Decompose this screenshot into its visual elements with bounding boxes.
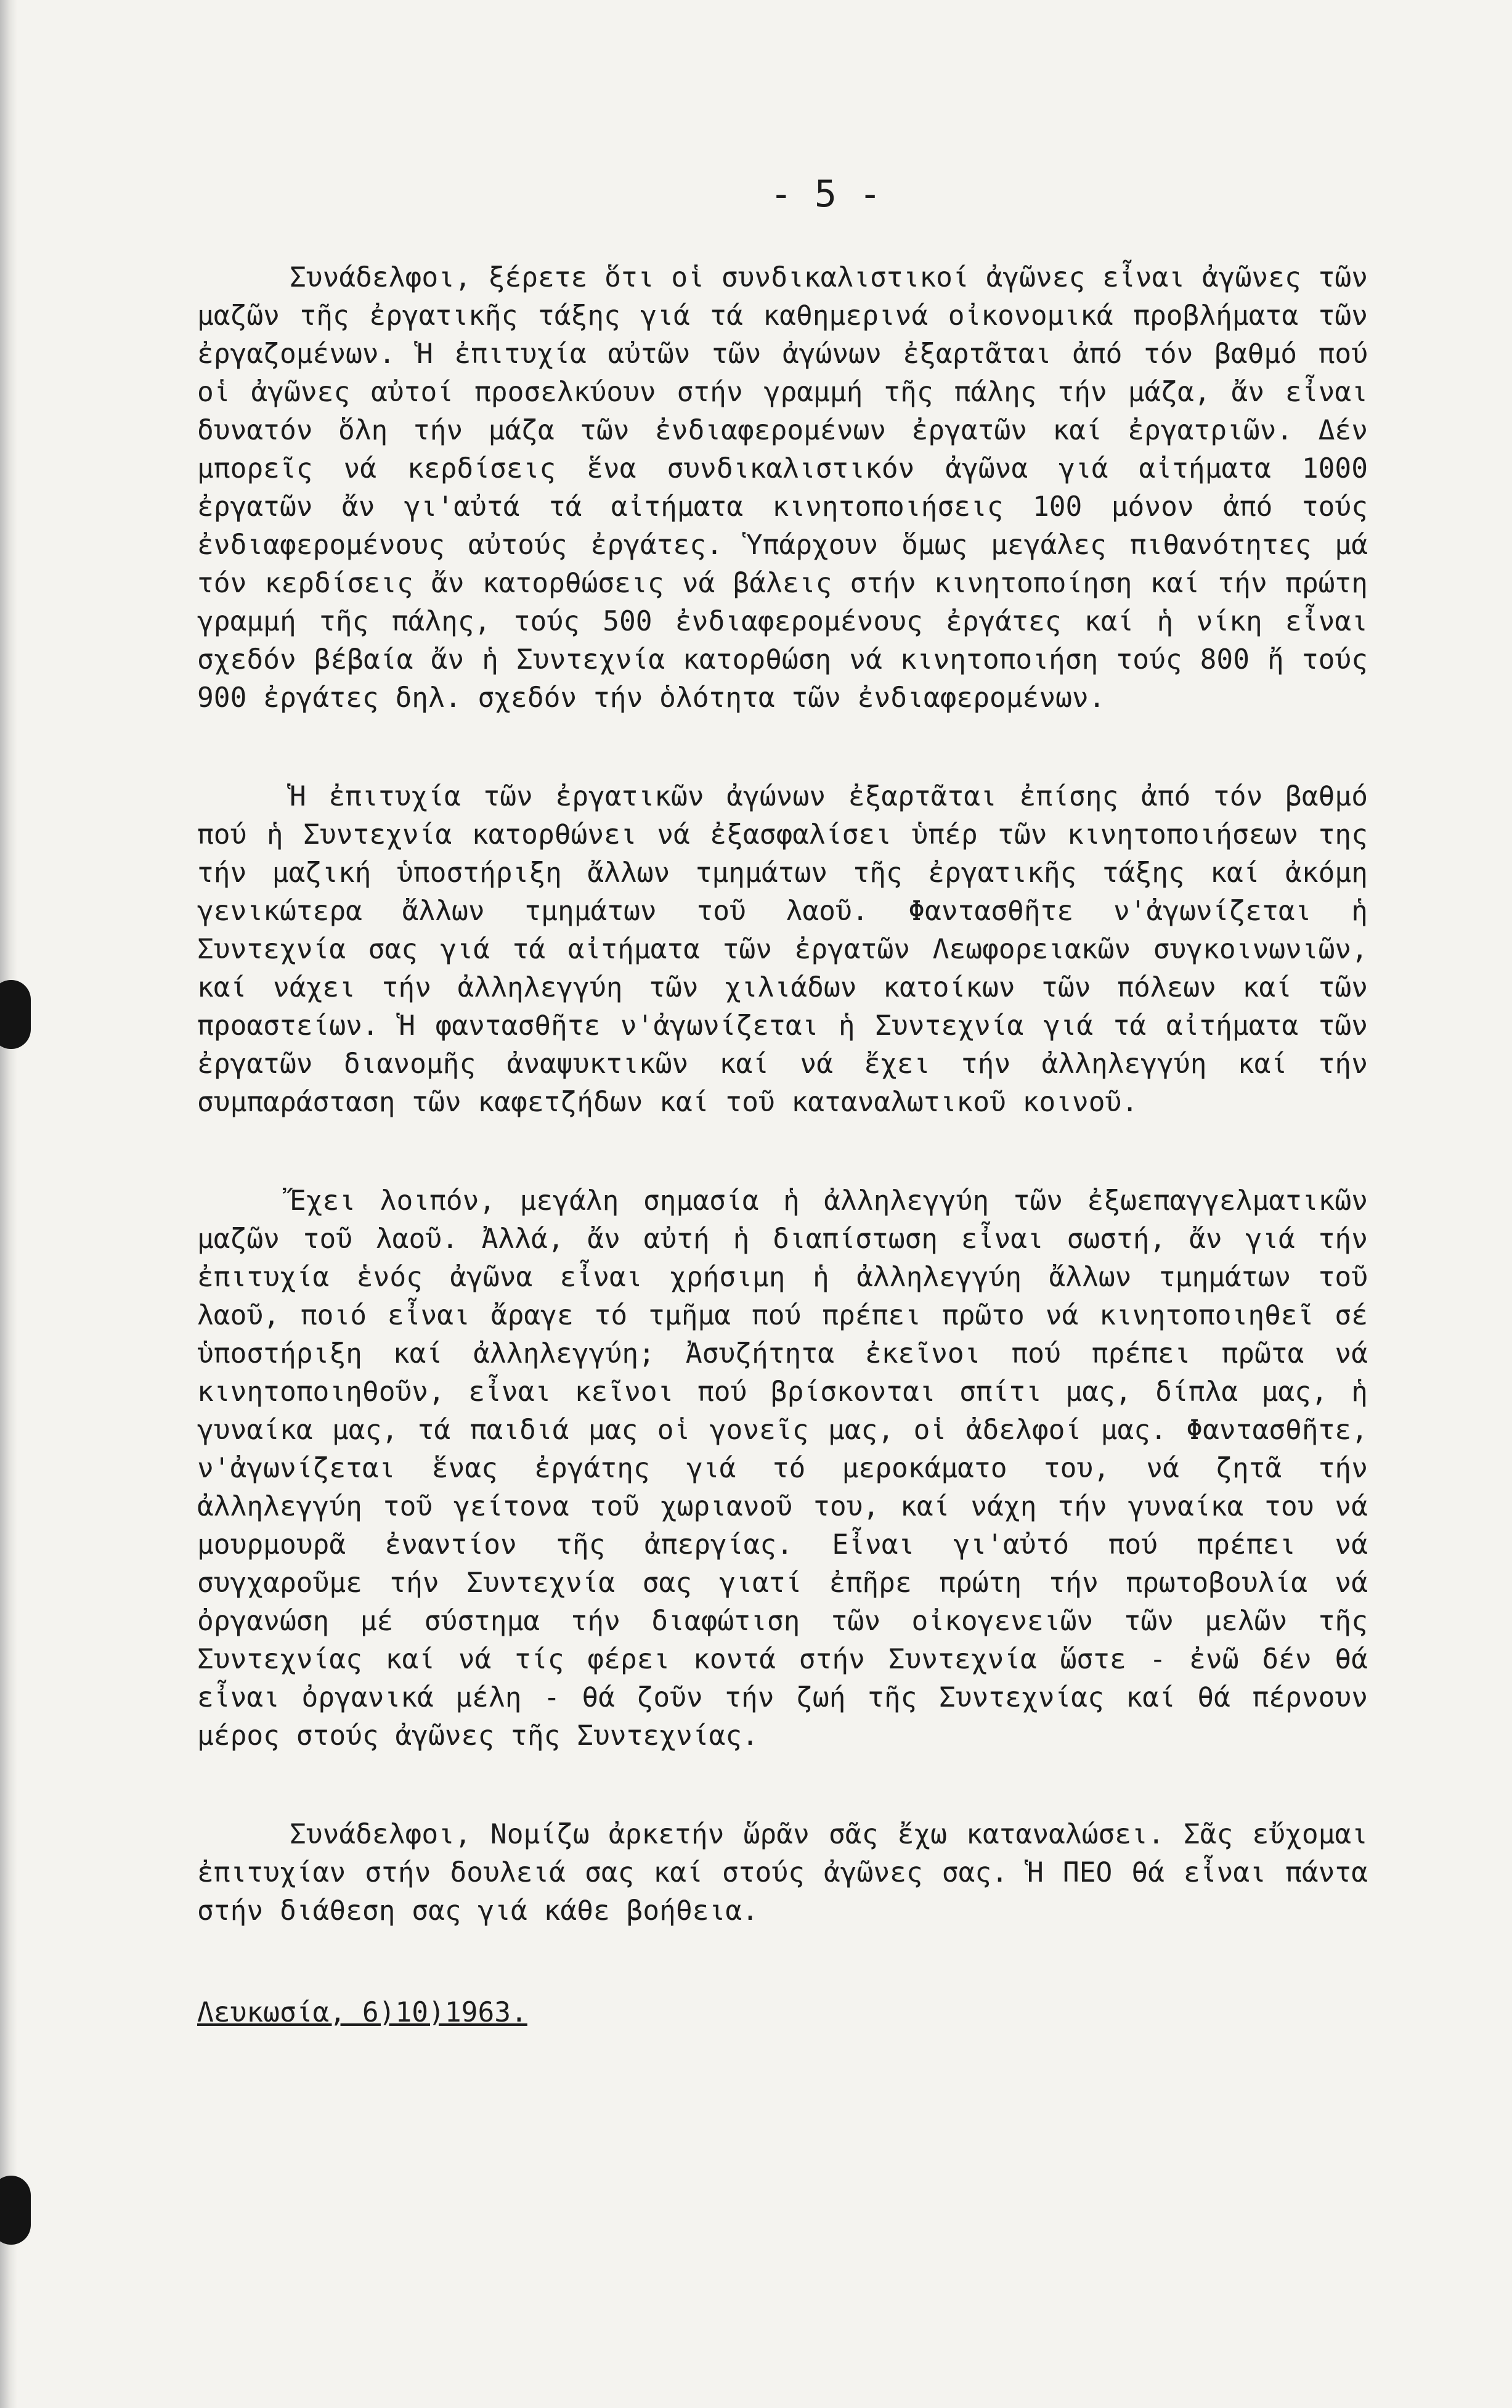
paragraph-1: Συνάδελφοι, ξέρετε ὅτι οἱ συνδικαλιστικοί ἀγῶνες εἶναι ἀγῶνες τῶν μαζῶν τῆς ἐργατικῆς τάξης γιά τά καθημερινά οἰκονομικά προβλήματα τῶν ἐργαζομένων. Ἡ ἐπιτυχία αὐτῶν τῶν ἀγώνων ἐξαρτᾶται ἀπό τόν βαθμό πού οἱ ἀγῶνες αὐτοί προσελκύουν στήν γραμμή τῆς πάλης τήν μάζα, ἄν εἶναι δυνατόν ὅλη τήν μάζα τῶν ἐνδιαφερομένων ἐργατῶν καί ἐργατριῶν. Δέν μπορεῖς νά κερδίσεις ἕνα συνδικαλιστικόν ἀγῶνα γιά αἰτήματα 1000 ἐργατῶν ἄν γι'αὐτά τά αἰτήματα κινητοποιήσεις 100 μόνον ἀπό τούς ἐνδιαφερομένους αὐτούς ἐργάτες. Ὑπάρχουν ὅμως μεγάλες πιθανότητες μά τόν κερδίσεις ἄν κατορθώσεις νά βάλεις στήν κινητοποίηση καί τήν πρώτη γραμμή τῆς πάλης, τούς 500 ἐνδιαφερομένους ἐργάτες καί ἡ νίκη εἶναι σχεδόν βέβαία ἄν ἡ Συντεχνία κατορθώση νά κινητοποιήση τούς 800 ἤ τούς 900 ἐργάτες δηλ. σχεδόν τήν ὁλότητα τῶν ἐνδιαφερομένων. bbox=[197, 262, 1368, 714]
paragraph-2: Ἡ ἐπιτυχία τῶν ἐργατικῶν ἀγώνων ἐξαρτᾶται ἐπίσης ἀπό τόν βαθμό πού ἡ Συντεχνία κατορθώνει νά ἐξασφαλίσει ὑπέρ τῶν κινητοποιήσεων της τήν μαζική ὑποστήριξη ἄλλων τμημάτων τῆς ἐργατικῆς τάξης καί ἀκόμη γενικώτερα ἄλλων τμημάτων τοῦ λαοῦ. Φαντασθῆτε ν'ἀγωνίζεται ἡ Συντεχνία σας γιά τά αἰτήματα τῶν ἐργατῶν Λεωφορειακῶν συγκοινωνιῶν, καί νάχει τήν ἀλληλεγγύη τῶν χιλιάδων κατοίκων τῶν πόλεων καί τῶν προαστείων. Ἡ φαντασθῆτε ν'ἀγωνίζεται ἡ Συντεχνία γιά τά αἰτήματα τῶν ἐργατῶν διανομῆς ἀναψυκτικῶν καί νά ἔχει τήν ἀλληλεγγύη καί τήν συμπαράσταση τῶν καφετζήδων καί τοῦ καταναλωτικοῦ κοινοῦ. bbox=[197, 781, 1368, 1118]
scan-edge-shadow bbox=[0, 0, 17, 2408]
page-number: - 5 - bbox=[770, 173, 882, 216]
document-page bbox=[197, 173, 1368, 2028]
punch-hole bbox=[0, 980, 31, 1049]
paragraph-4: Συνάδελφοι, Νομίζω ἀρκετήν ὥρᾶν σᾶς ἔχω καταναλώσει. Σᾶς εὔχομαι ἐπιτυχίαν στήν δουλειά σας καί στούς ἀγῶνες σας. Ἡ ΠΕΟ θά εἶναι πάντα στήν διάθεση σας γιά κάθε βοήθεια. bbox=[197, 1819, 1368, 1927]
paragraph-3: Ἔχει λοιπόν, μεγάλη σημασία ἡ ἀλληλεγγύη τῶν ἐξωεπαγγελματικῶν μαζῶν τοῦ λαοῦ. Ἀλλά, ἄν αὐτή ἡ διαπίστωση εἶναι σωστή, ἄν γιά τήν ἐπιτυχία ἑνός ἀγῶνα εἶναι χρήσιμη ἡ ἀλληλεγγύη ἄλλων τμημάτων τοῦ λαοῦ, ποιό εἶναι ἄραγε τό τμῆμα πού πρέπει πρῶτο νά κινητοποιηθεῖ σέ ὑποστήριξη καί ἀλληλεγγύη; Ἀσυζήτητα ἐκεῖνοι πού πρέπει πρῶτα νά κινητοποιηθοῦν, εἶναι κεῖνοι πού βρίσκονται σπίτι μας, δίπλα μας, ἡ γυναίκα μας, τά παιδιά μας οἱ γονεῖς μας, οἱ ἀδελφοί μας. Φαντασθῆτε, ν'ἀγωνίζεται ἕνας ἐργάτης γιά τό μεροκάματο του, νά ζητᾶ τήν ἀλληλεγγύη τοῦ γείτονα τοῦ χωριανοῦ του, καί νάχη τήν γυναίκα του νά μουρμουρᾶ ἐναντίον τῆς ἀπεργίας. Εἶναι γι'αὐτό πού πρέπει νά συγχαροῦμε τήν Συντεχνία σας γιατί ἐπῆρε πρώτη τήν πρωτοβουλία νά ὀργανώση μέ σύστημα τήν διαφώτιση τῶν οἰκογενειῶν τῶν μελῶν τῆς Συντεχνίας καί νά τίς φέρει κοντά στήν Συντεχνία ὥστε - ἐνῶ δέν θά εἶναι ὀργανικά μέλη - θά ζοῦν τήν ζωή τῆς Συντεχνίας καί θά πέρνουν μέρος στούς ἀγῶνες τῆς Συντεχνίας. bbox=[197, 1185, 1368, 1752]
place-date: Λευκωσία, 6)10)1963. bbox=[197, 1997, 527, 2028]
punch-hole bbox=[0, 2176, 31, 2245]
